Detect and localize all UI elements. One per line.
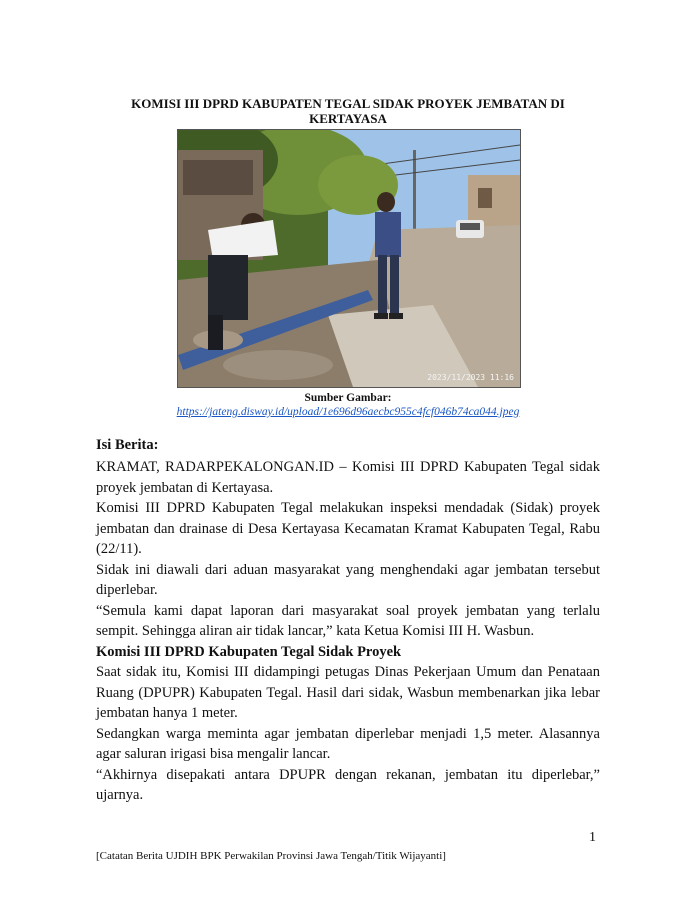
- paragraph: Sidak ini diawali dari aduan masyarakat yang menghendaki agar jembatan tersebut diperlebar.: [96, 561, 600, 598]
- subheading: Komisi III DPRD Kabupaten Tegal Sidak Proyek: [96, 643, 402, 660]
- page-footer: [Catatan Berita UJDIH BPK Perwakilan Provinsi Jawa Tengah/Titik Wijayanti]: [96, 850, 446, 862]
- image-caption: [96, 391, 600, 419]
- news-photo: [177, 129, 521, 388]
- section-label: Isi Berita:: [96, 437, 159, 453]
- article-body: [96, 457, 600, 806]
- paragraph: Komisi III DPRD Kabupaten Tegal melakukan inspeksi mendadak (Sidak) proyek jembatan dan drainase di Desa Kertayasa Kecamatan Kramat Kabupaten Tegal, Rabu (22/11).: [96, 500, 600, 557]
- document-title: KOMISI III DPRD KABUPATEN TEGAL SIDAK PROYEK JEMBATAN DI KERTAYASA: [131, 96, 565, 126]
- paragraph: Saat sidak itu, Komisi III didampingi petugas Dinas Pekerjaan Umum dan Penataan Ruang (DPUPR) Kabupaten Tegal. Hasil dari sidak, Wasbun membenarkan jika lebar jembatan hanya 1 meter.: [96, 664, 600, 721]
- paragraph: KRAMAT, RADARPEKALONGAN.ID – Komisi III DPRD Kabupaten Tegal sidak proyek jembatan di Kertayasa.: [96, 459, 600, 496]
- caption-link[interactable]: https://jateng.disway.id/upload/1e696d96aecbc955c4fcf046b74ca044.jpeg: [176, 406, 520, 418]
- photo-timestamp: 2023/11/2023 11:16: [427, 373, 514, 382]
- paragraph: “Akhirnya disepakati antara DPUPR dengan rekanan, jembatan itu diperlebar,” ujarnya.: [96, 766, 600, 803]
- paragraph: “Semula kami dapat laporan dari masyarakat soal proyek jembatan yang terlalu sempit. Sehingga aliran air tidak lancar,” kata Ketua Komisi III H. Wasbun.: [96, 602, 600, 639]
- paragraph: Sedangkan warga meminta agar jembatan diperlebar menjadi 1,5 meter. Alasannya agar saluran irigasi bisa mengalir lancar.: [96, 725, 600, 762]
- caption-label: Sumber Gambar:: [304, 392, 392, 404]
- page-number: 1: [589, 830, 596, 845]
